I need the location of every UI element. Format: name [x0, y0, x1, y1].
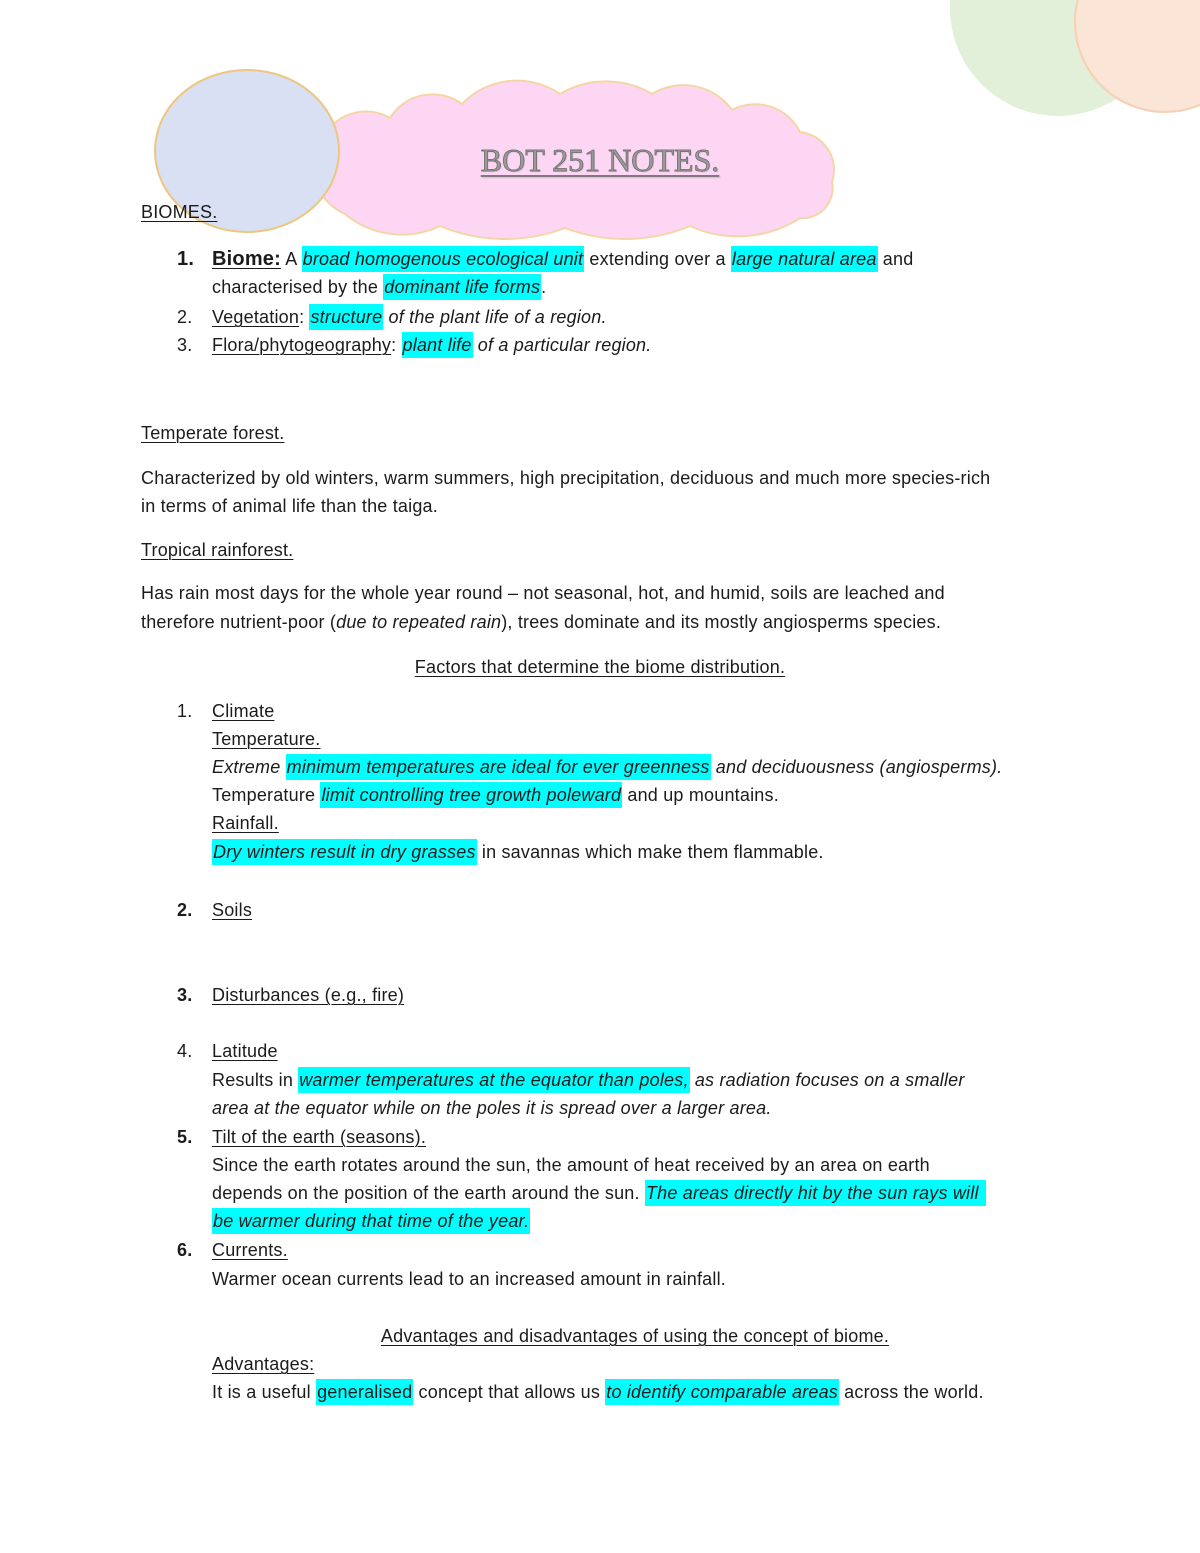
list-title: Latitude: [212, 1041, 278, 1061]
text-segment: depends on the position of the earth around the sun.: [212, 1183, 645, 1203]
text-segment: in savannas which make them flammable.: [476, 842, 824, 862]
text-segment: Extreme: [212, 757, 286, 777]
text-segment: Temperature: [212, 785, 321, 805]
list-number: 3.: [177, 985, 193, 1005]
text-segment: It is a useful: [212, 1382, 317, 1402]
temperate-forest-heading: Temperate forest.: [141, 423, 285, 443]
highlighted-phrase: The areas directly hit by the sun rays will: [645, 1180, 986, 1206]
list-number: 4.: [177, 1041, 193, 1061]
paragraph-line: Characterized by old winters, warm summers, high precipitation, deciduous and much more species-rich: [141, 468, 991, 488]
highlighted-phrase: plant life: [402, 332, 473, 358]
paragraph-line: [212, 1067, 965, 1093]
text-segment: and: [877, 249, 914, 269]
paragraph-line: [141, 609, 941, 635]
text-segment: A: [280, 249, 302, 269]
text-segment: concept that allows us: [413, 1382, 606, 1402]
text-segment: .: [541, 277, 547, 297]
factor-item-climate: [177, 698, 274, 724]
text-segment: extending over a: [584, 249, 731, 269]
list-term: Vegetation: [212, 307, 300, 327]
text-segment: as radiation focuses on a smaller: [689, 1070, 965, 1090]
biome-definition-line: [177, 246, 913, 272]
list-title: Soils: [212, 900, 253, 920]
list-number: 1.: [177, 701, 193, 721]
text-segment: of the plant life of a region.: [383, 307, 607, 327]
factor-item-latitude: [177, 1038, 278, 1064]
italic-phrase: due to repeated rain: [336, 612, 502, 632]
text-segment: :: [391, 335, 402, 355]
vegetation-definition-line: [177, 304, 607, 330]
list-title: Currents.: [212, 1240, 288, 1260]
list-number: 1.: [177, 248, 195, 270]
biomes-heading: BIOMES.: [141, 202, 218, 222]
paragraph-line: [212, 839, 824, 865]
paragraph-line: in terms of animal life than the taiga.: [141, 496, 438, 516]
highlighted-phrase: to identify comparable areas: [605, 1379, 839, 1405]
list-term: Biome:: [212, 248, 281, 270]
factor-item-soils: [177, 897, 252, 923]
list-number: 3.: [177, 335, 193, 355]
text-segment: Results in: [212, 1070, 299, 1090]
paragraph-line: [212, 1180, 986, 1206]
paragraph-line: [212, 754, 1002, 780]
list-number: 6.: [177, 1240, 193, 1260]
highlighted-phrase: minimum temperatures are ideal for ever greenness: [286, 754, 711, 780]
factor-item-tilt: [177, 1124, 426, 1150]
highlighted-phrase: dominant life forms: [383, 274, 541, 300]
list-number: 5.: [177, 1127, 193, 1147]
text-segment: and up mountains.: [622, 785, 779, 805]
paragraph-line: [212, 782, 779, 808]
text-segment: of a particular region.: [472, 335, 652, 355]
rainfall-subheading: Rainfall.: [212, 813, 279, 833]
text-segment: characterised by the: [212, 277, 384, 297]
highlighted-phrase: generalised: [316, 1379, 413, 1405]
highlighted-phrase: limit controlling tree growth poleward: [320, 782, 622, 808]
list-title: Tilt of the earth (seasons).: [212, 1127, 427, 1147]
highlighted-phrase: structure: [309, 304, 383, 330]
highlighted-phrase: warmer temperatures at the equator than poles,: [298, 1067, 689, 1093]
temperature-subheading: Temperature.: [212, 729, 321, 749]
flora-definition-line: [177, 332, 651, 358]
advantages-subheading: Advantages:: [212, 1354, 315, 1374]
text-segment: therefore nutrient-poor (: [141, 612, 337, 632]
factor-item-currents: [177, 1237, 288, 1263]
highlighted-phrase: broad homogenous ecological unit: [302, 246, 585, 272]
tropical-rainforest-heading: Tropical rainforest.: [141, 540, 294, 560]
list-title: Disturbances (e.g., fire): [212, 985, 405, 1005]
factor-item-disturbances: [177, 982, 404, 1008]
paragraph-line: Has rain most days for the whole year round – not seasonal, hot, and humid, soils are leached and: [141, 583, 945, 603]
highlighted-phrase: large natural area: [731, 246, 878, 272]
list-number: 2.: [177, 307, 193, 327]
text-segment: :: [299, 307, 310, 327]
paragraph-line: Since the earth rotates around the sun, the amount of heat received by an area on earth: [212, 1155, 930, 1175]
page-title: BOT 251 NOTES.: [480, 142, 720, 178]
paragraph-line: [212, 1208, 530, 1234]
list-title: Climate: [212, 701, 275, 721]
list-term: Flora/phytogeography: [212, 335, 392, 355]
biome-definition-line: [212, 274, 546, 300]
text-segment: ), trees dominate and its mostly angiosperms species.: [501, 612, 942, 632]
paragraph-line: Warmer ocean currents lead to an increased amount in rainfall.: [212, 1269, 726, 1289]
text-segment: across the world.: [838, 1382, 984, 1402]
advantages-heading: Advantages and disadvantages of using the concept of biome.: [380, 1326, 890, 1346]
factors-heading: Factors that determine the biome distribution.: [414, 657, 786, 677]
list-number: 2.: [177, 900, 193, 920]
text-segment: and deciduousness (angiosperms).: [710, 757, 1003, 777]
highlighted-phrase: be warmer during that time of the year.: [212, 1208, 530, 1234]
paragraph-line: area at the equator while on the poles it is spread over a larger area.: [212, 1098, 772, 1118]
highlighted-phrase: Dry winters result in dry grasses: [212, 839, 477, 865]
paragraph-line: [212, 1379, 984, 1405]
